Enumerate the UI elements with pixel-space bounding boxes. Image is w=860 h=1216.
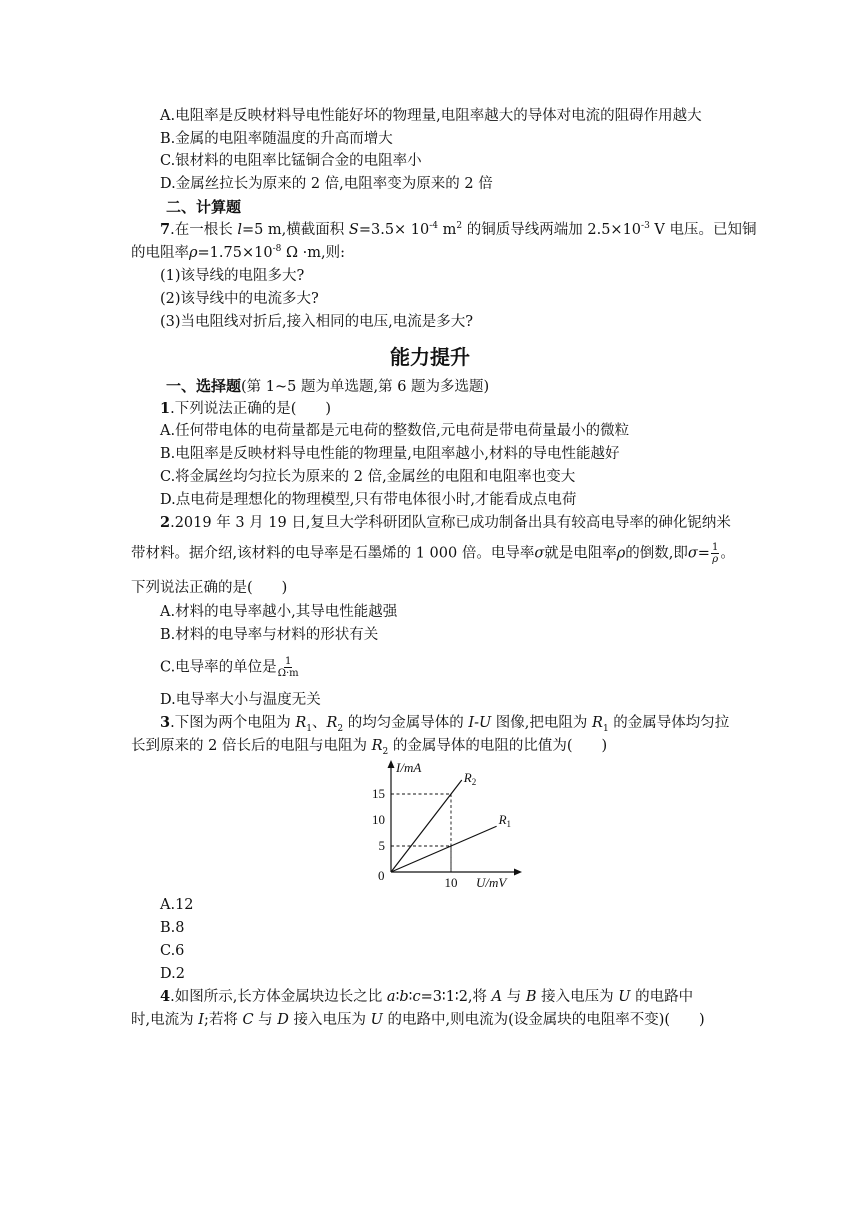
y-tick-15: 15 — [372, 786, 385, 801]
prev-option-d: D.金属丝拉长为原来的 2 倍,电阻率变为原来的 2 倍 — [160, 176, 493, 192]
q2-option-d: D.电导率大小与温度无关 — [160, 692, 321, 708]
series-label-r2: $R_2$ — [463, 769, 477, 787]
section-calc-heading: 二、计算题 — [166, 198, 242, 216]
series-label-r1: $R_1$ — [498, 812, 512, 830]
q3-option-c: C.6 — [160, 943, 185, 959]
q2-line-3: 下列说法正确的是( ) — [131, 580, 288, 596]
q3-option-b: B.8 — [160, 920, 185, 936]
q2-line-2: 带材料。据介绍,该材料的电导率是石墨烯的 1 000 倍。电导率σ就是电阻率ρ的倒数,即σ= $\frac{1}{\rho}$ 。 — [131, 542, 735, 565]
prev-option-b: B.金属的电阻率随温度的升高而增大 — [160, 131, 393, 147]
q7-sub-2: (2)该导线中的电流多大? — [160, 291, 319, 307]
q1-option-b: B.电阻率是反映材料导电性能的物理量,电阻率越小,材料的导电性能越好 — [160, 446, 620, 462]
section-title-ability: 能力提升 — [390, 345, 470, 369]
x-axis-arrow — [514, 869, 522, 876]
prev-option-c: C.银材料的电阻率比锰铜合金的电阻率小 — [160, 153, 422, 169]
q7-line-1: 7.在一根长 l=5 m,横截面积 $S=3.5\times 10^{-4}$ $m^2$ 的铜质导线两端加 $2.5\times 10^{-3}$ V 电压。已知铜 — [160, 221, 757, 238]
q2-option-b: B.材料的电导率与材料的形状有关 — [160, 627, 379, 643]
sigma-fraction: $\frac{1}{\rho}$ — [711, 542, 719, 565]
q7-line-2: 的电阻率$\rho=1.75\times 10^{-8}$ Ω ·m,则: — [131, 244, 345, 261]
y-axis-arrow — [388, 760, 395, 768]
x-tick-10: 10 — [444, 875, 458, 890]
q7-sub-1: (1)该导线的电阻多大? — [160, 268, 305, 284]
q3-line-2: 长到原来的 2 倍长后的电阻与电阻为 $R_2$ 的金属导体的电阻的比值为( ) — [131, 738, 608, 757]
y-tick-10: 10 — [372, 812, 385, 827]
q4-line-2: 时,电流为 I;若将 C 与 D 接入电压为 U 的电路中,则电流为(设金属块的电阻率不变)( ) — [131, 1012, 705, 1028]
q7-sub-3: (3)当电阻线对折后,接入相同的电压,电流是多大? — [160, 314, 474, 330]
x-axis-label: U/mV — [476, 875, 507, 890]
section-choice-heading: 一、选择题(第 1~5 题为单选题,第 6 题为多选题) — [166, 377, 490, 395]
prev-option-a: A.电阻率是反映材料导电性能好坏的物理量,电阻率越大的导体对电流的阻碍作用越大 — [160, 108, 702, 124]
origin-label: 0 — [378, 868, 385, 883]
q3-option-a: A.12 — [160, 897, 194, 913]
iu-graph — [360, 756, 530, 892]
series-line-r1 — [391, 826, 497, 872]
q3-option-d: D.2 — [160, 966, 185, 982]
q1-option-c: C.将金属丝均匀拉长为原来的 2 倍,金属丝的电阻和电阻率也变大 — [160, 469, 576, 485]
q2-line-1: 2.2019 年 3 月 19 日,复旦大学科研团队宣称已成功制备出具有较高电导率的砷化铌纳米 — [160, 514, 731, 531]
q4-line-1: 4.如图所示,长方体金属块边长之比 a∶b∶c=3∶1∶2,将 A 与 B 接入电压为 U 的电路中 — [160, 988, 694, 1005]
q2-option-a: A.材料的电导率越小,其导电性能越强 — [160, 604, 398, 620]
unit-fraction: $\frac{1}{\Omega\cdot m}$ — [277, 656, 299, 679]
q1-option-a: A.任何带电体的电荷量都是元电荷的整数倍,元电荷是带电荷量最小的微粒 — [160, 423, 630, 439]
q1-option-d: D.点电荷是理想化的物理模型,只有带电体很小时,才能看成点电荷 — [160, 492, 577, 508]
q1-stem: 1.下列说法正确的是( ) — [160, 400, 332, 417]
y-tick-5: 5 — [378, 838, 385, 853]
q2-option-c: C.电导率的单位是 $\frac{1}{\Omega\cdot m}$ — [160, 656, 299, 679]
y-axis-label: I/mA — [396, 760, 422, 775]
q3-line-1: 3.下图为两个电阻为 $R_1$、$R_2$ 的均匀金属导体的 I-U 图像,把电阻为 $R_1$ 的金属导体均匀拉 — [160, 714, 730, 734]
